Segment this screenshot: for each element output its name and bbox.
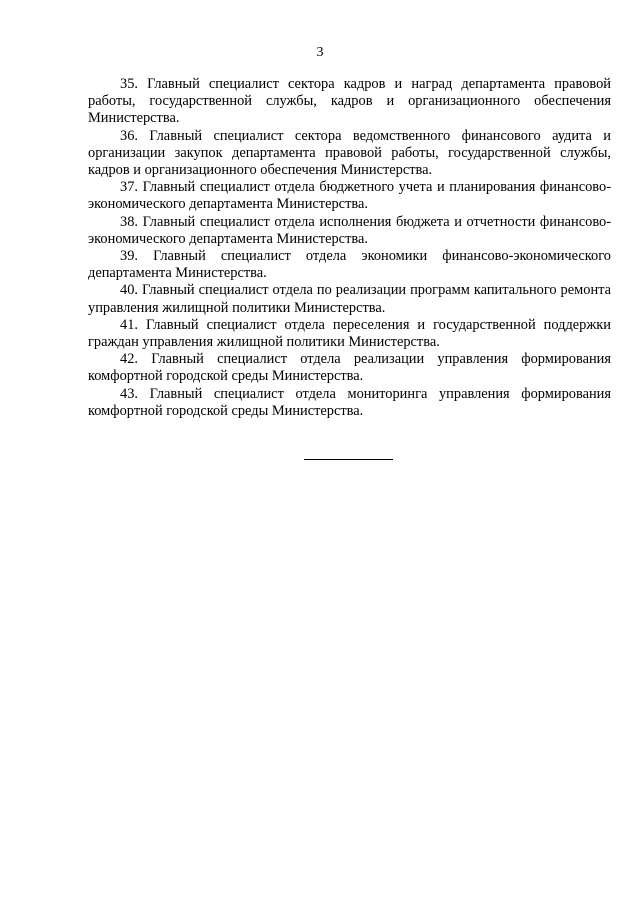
list-item-36: 36. Главный специалист сектора ведомственного финансового аудита и организации закупок департамента правовой работы, государственной службы, кадров и организационного обеспечения Министерства. — [88, 127, 611, 179]
list-item-42: 42. Главный специалист отдела реализации управления формирования комфортной городской среды Министерства. — [88, 351, 611, 385]
list-item-39: 39. Главный специалист отдела экономики финансово-экономического департамента Министерства. — [88, 248, 611, 282]
position-list — [88, 76, 611, 420]
list-item-35: 35. Главный специалист сектора кадров и наград департамента правовой работы, государственной службы, кадров и организационного обеспечения Министерства. — [88, 76, 611, 127]
closing-divider — [304, 459, 393, 460]
list-item-40: 40. Главный специалист отдела по реализации программ капитального ремонта управления жилищной политики Министерства. — [88, 282, 611, 316]
list-item-41: 41. Главный специалист отдела переселения и государственной поддержки граждан управления жилищной политики Министерства. — [88, 316, 611, 351]
list-item-38: 38. Главный специалист отдела исполнения бюджета и отчетности финансово-экономического департамента Министерства. — [88, 213, 611, 247]
list-item-43: 43. Главный специалист отдела мониторинга управления формирования комфортной городской среды Министерства. — [88, 385, 611, 419]
list-item-37: 37. Главный специалист отдела бюджетного учета и планирования финансово-экономического департамента Министерства. — [88, 179, 611, 213]
page-number: 3 — [316, 45, 324, 60]
